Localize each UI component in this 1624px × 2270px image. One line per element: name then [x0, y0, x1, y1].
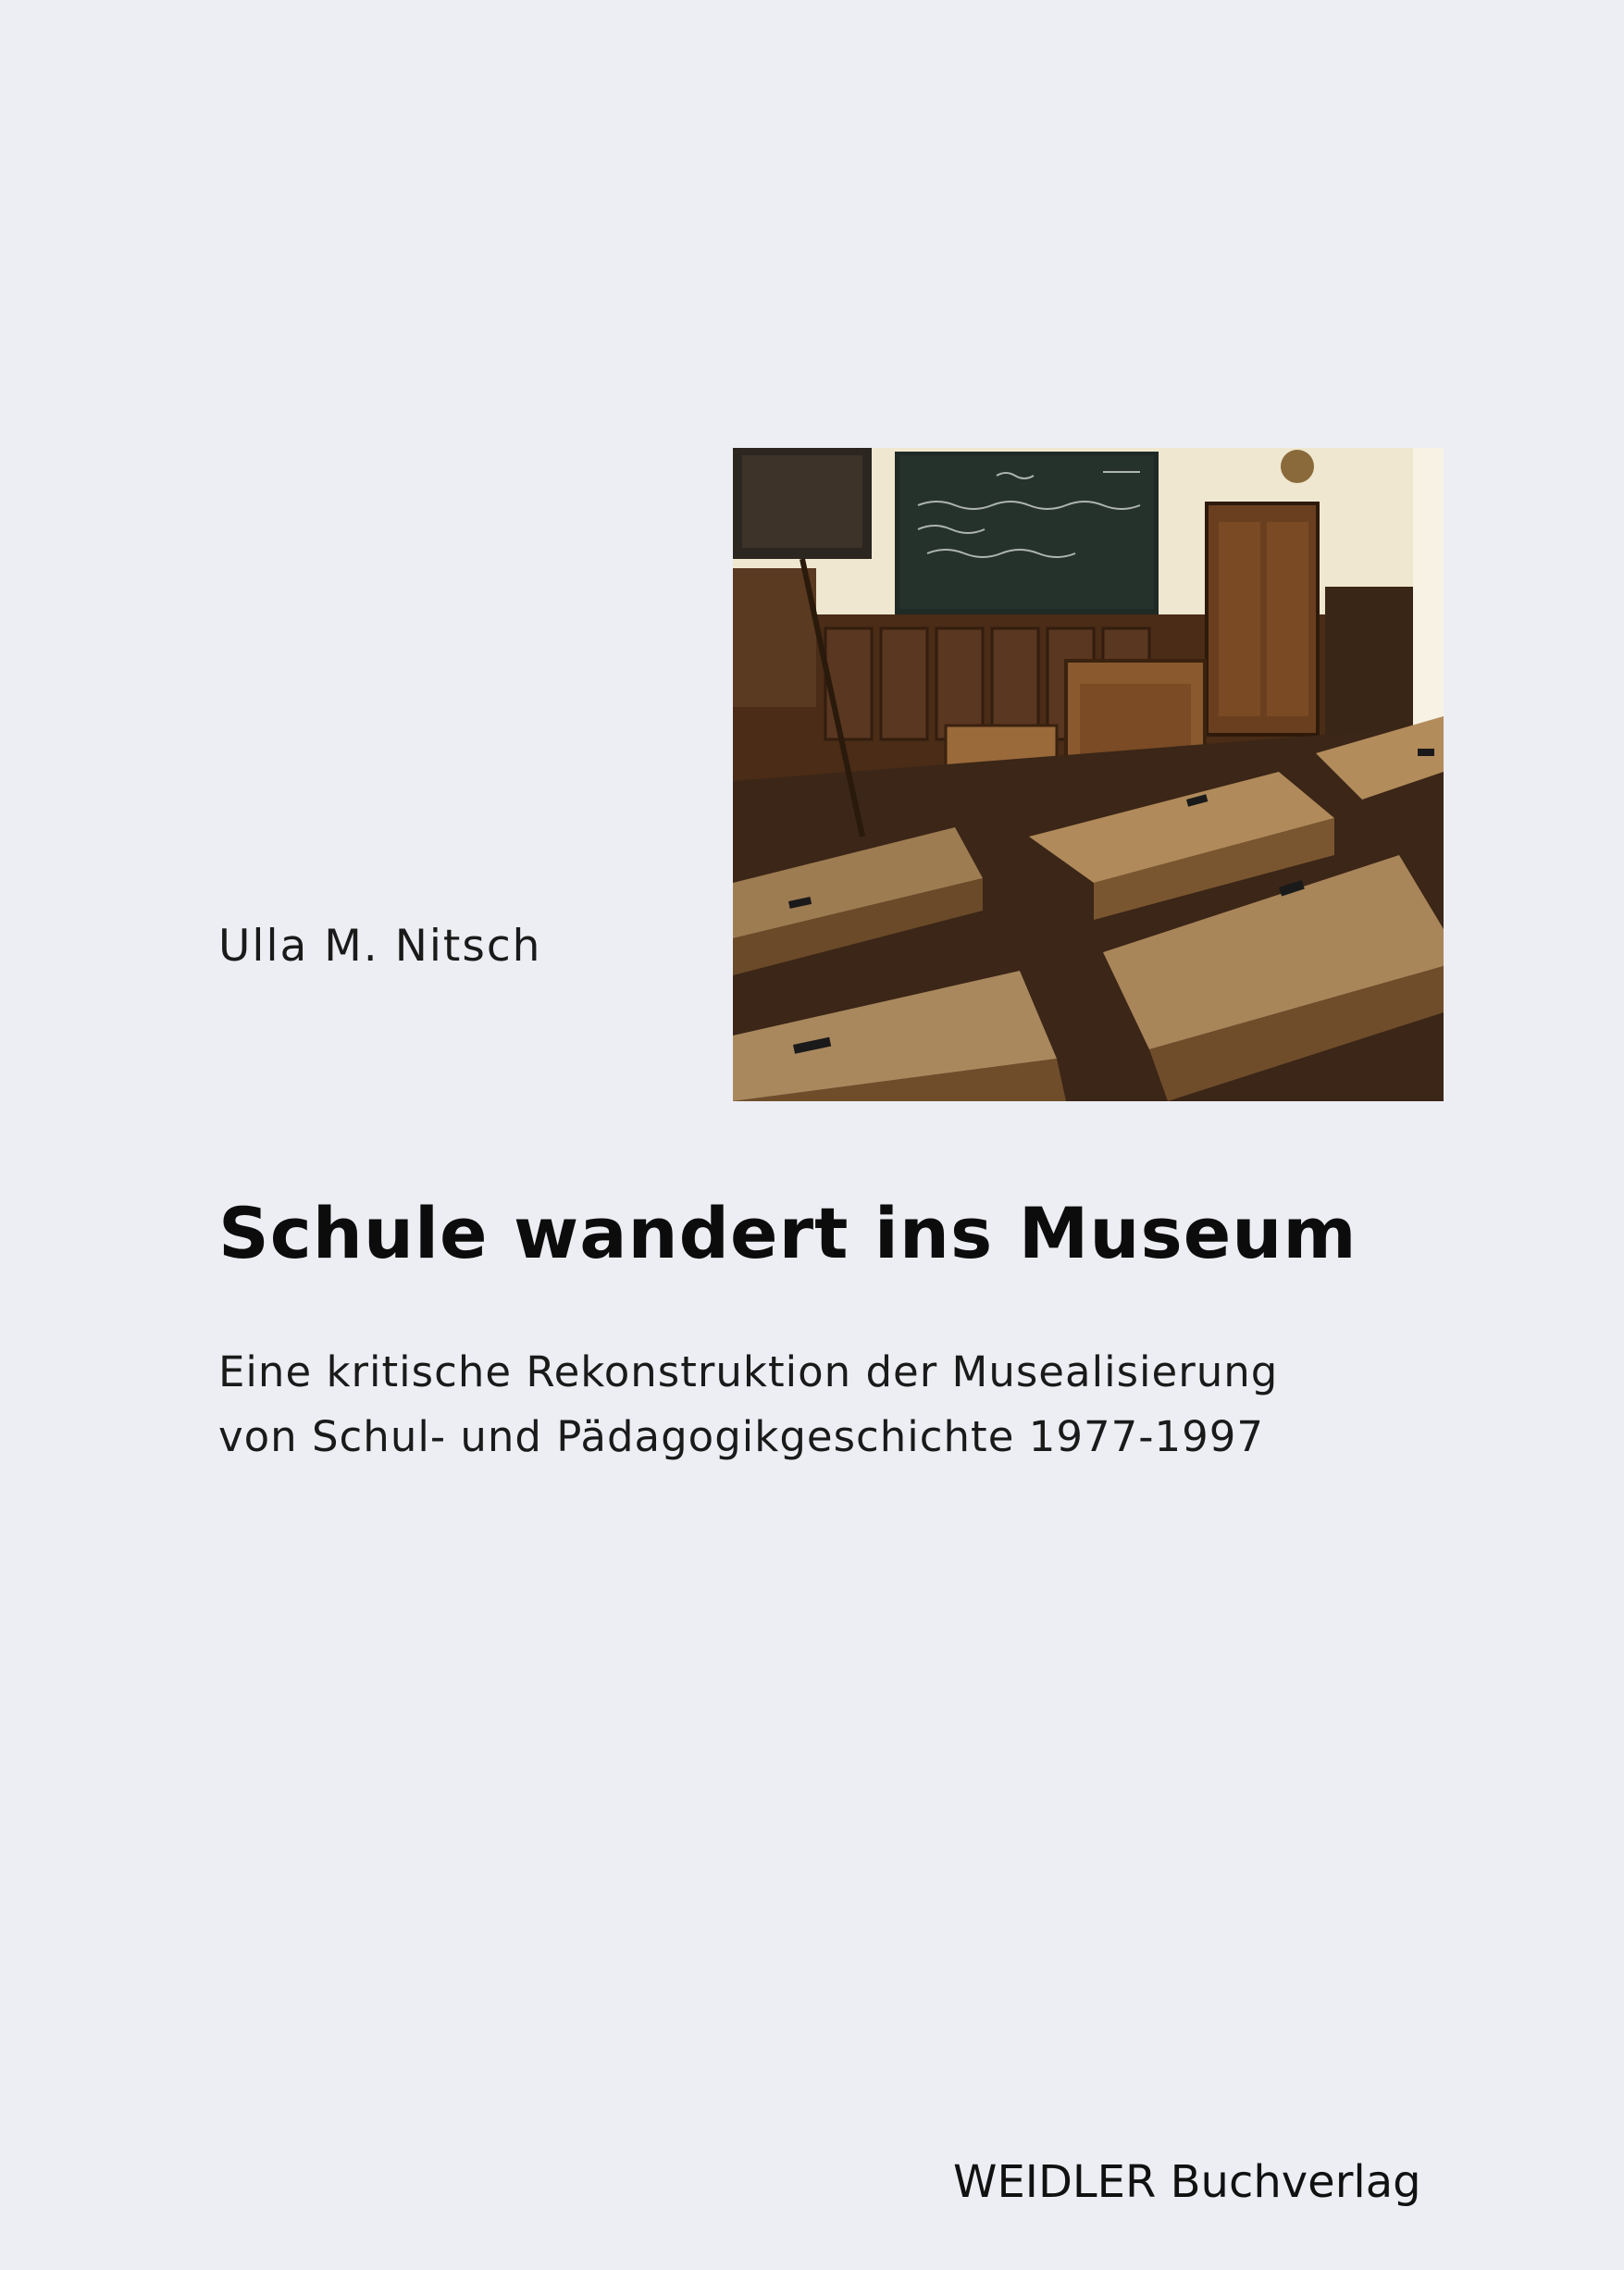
book-subtitle: [218, 1340, 1458, 1470]
subtitle-line-2: von Schul- und Pädagogikgeschichte 1977-1997: [218, 1412, 1264, 1461]
classroom-photo: [733, 448, 1444, 1101]
book-title: Schule wandert ins Museum: [218, 1192, 1357, 1274]
subtitle-line-1: Eine kritische Rekonstruktion der Musealisierung: [218, 1347, 1279, 1396]
author-name: Ulla M. Nitsch: [218, 921, 542, 972]
classroom-illustration: [733, 448, 1444, 1101]
publisher-name: WEIDLER Buchverlag: [953, 2156, 1421, 2208]
